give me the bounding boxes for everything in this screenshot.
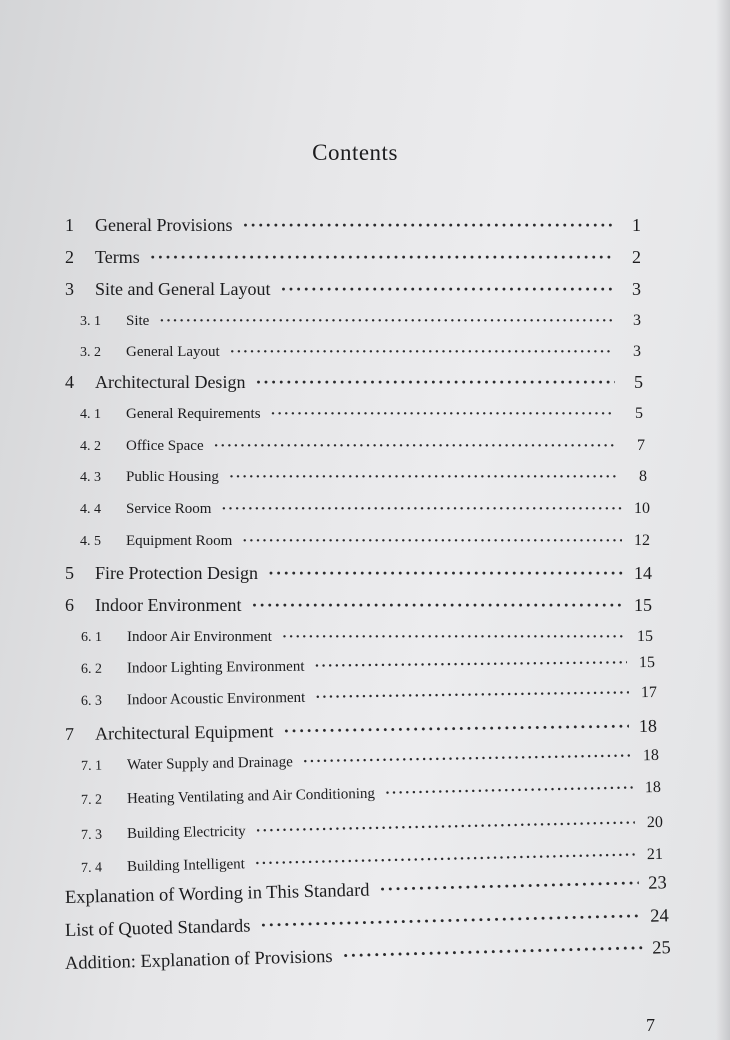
toc-entry-page: 17	[640, 683, 658, 702]
toc-entry-7-1	[81, 747, 659, 775]
toc-entry-7-2	[81, 779, 661, 809]
toc-entry-number: 4. 2	[80, 439, 101, 454]
toc-entry-number: 3	[65, 279, 74, 299]
toc-entry-number: 7. 2	[80, 792, 103, 808]
page-edge-shadow	[716, 0, 730, 1040]
toc-entry-page: 18	[638, 715, 658, 736]
toc-entry-page: 12	[634, 532, 650, 549]
toc-entry-label: Fire Protection Design	[95, 563, 258, 583]
leader-dots	[159, 313, 613, 330]
leader-dots	[242, 215, 613, 236]
toc-entry-number: 4. 3	[80, 470, 101, 485]
toc-entry-page: 5	[634, 372, 643, 392]
toc-entry-page: 20	[646, 813, 664, 832]
toc-entry-6-1	[81, 628, 653, 646]
toc-entry-4-4	[80, 500, 650, 518]
toc-entry-label: General Layout	[126, 344, 220, 360]
toc-entry-number: 4. 4	[80, 502, 101, 517]
toc-entry-number: 7. 3	[80, 827, 103, 843]
toc-entry-label: Equipment Room	[126, 533, 233, 549]
toc-entry-4-1	[80, 405, 643, 423]
toc-entry-number: 7. 1	[80, 758, 103, 774]
toc-entry-page: 14	[634, 563, 652, 583]
toc-entry-4	[65, 372, 643, 393]
toc-entry-explanation-of-wording	[65, 873, 667, 909]
toc-entry-4-2	[80, 437, 645, 455]
toc-entry-number: 7. 4	[80, 860, 103, 876]
page-number: 7	[646, 1015, 655, 1035]
toc-entry-label: Office Space	[126, 438, 204, 454]
toc-entry-page: 15	[638, 653, 656, 672]
toc-entry-label: Explanation of Wording in This Standard	[64, 880, 370, 908]
toc-entry-label: Service Room	[126, 501, 212, 517]
toc-entry-1	[65, 215, 641, 236]
toc-entry-number: 4. 1	[80, 407, 101, 422]
toc-entry-label: Water Supply and Drainage	[126, 754, 293, 774]
toc-entry-label: General Provisions	[95, 215, 233, 235]
toc-entry-number: 3. 1	[80, 314, 101, 329]
toc-entry-page: 10	[634, 500, 650, 517]
toc-entry-number: 6. 3	[80, 693, 103, 709]
toc-entry-number: 6	[65, 595, 74, 615]
toc-entry-number: 1	[65, 215, 74, 235]
toc-entry-label: Heating Ventilating and Air Conditioning	[126, 785, 376, 808]
toc-entry-number: 4. 5	[80, 534, 101, 549]
leader-dots	[314, 655, 627, 675]
toc-entry-label: Addition: Explanation of Provisions	[64, 946, 333, 974]
toc-entry-explanation-of-provisions	[65, 938, 671, 975]
toc-entry-page: 2	[632, 247, 641, 267]
toc-entry-page: 8	[639, 468, 647, 485]
leader-dots	[221, 501, 622, 518]
toc-entry-page: 18	[642, 746, 660, 765]
toc-entry-label: Indoor Lighting Environment	[126, 658, 305, 677]
toc-entry-page: 3	[633, 343, 641, 360]
leader-dots	[242, 533, 622, 550]
toc-entry-page: 1	[632, 215, 641, 235]
toc-entry-page: 18	[644, 778, 662, 797]
leader-dots	[251, 595, 624, 616]
toc-entry-label: Architectural Design	[95, 372, 246, 392]
toc-entry-7-3	[81, 814, 663, 844]
leader-dots	[385, 780, 633, 802]
toc-entry-label: Architectural Equipment	[94, 721, 274, 744]
toc-entry-number: 4	[65, 372, 74, 392]
toc-entry-6-3	[81, 684, 657, 710]
toc-entry-number: 3. 2	[80, 345, 101, 360]
toc-entry-label: Indoor Acoustic Environment	[126, 689, 306, 709]
leader-dots	[229, 469, 619, 486]
leader-dots	[150, 247, 613, 268]
leader-dots	[379, 874, 639, 901]
toc-entry-number: 5	[65, 563, 74, 583]
toc-entry-3-2	[80, 343, 641, 361]
leader-dots	[342, 939, 643, 968]
leader-dots	[303, 748, 631, 771]
leader-dots	[255, 847, 635, 873]
leader-dots	[268, 563, 624, 584]
toc-entry-page: 24	[650, 906, 670, 927]
toc-entry-label: Indoor Environment	[95, 595, 242, 615]
toc-entry-label: List of Quoted Standards	[64, 916, 251, 941]
toc-entry-4-3	[80, 468, 647, 486]
toc-entry-label: Site	[126, 313, 150, 329]
toc-entry-2	[65, 247, 641, 268]
leader-dots	[282, 629, 625, 646]
toc-entry-number: 6. 1	[81, 630, 102, 645]
leader-dots	[271, 406, 615, 423]
toc-entry-5	[65, 563, 652, 584]
toc-entry-number: 7	[64, 723, 75, 744]
toc-entry-6-2	[81, 654, 655, 678]
toc-entry-label: Public Housing	[126, 469, 219, 485]
leader-dots	[230, 344, 613, 361]
toc-entry-4-5	[80, 532, 650, 550]
toc-entry-number: 2	[65, 247, 74, 267]
toc-entry-label: Building Intelligent	[126, 856, 246, 875]
toc-entry-label: Building Electricity	[126, 823, 246, 843]
toc-entry-page: 7	[637, 437, 645, 454]
toc-entry-page: 3	[633, 312, 641, 329]
toc-entry-page: 5	[635, 405, 643, 422]
leader-dots	[315, 685, 629, 706]
toc-entry-page: 3	[632, 279, 641, 299]
leader-dots	[260, 907, 641, 937]
toc-entry-number: 6. 2	[80, 661, 103, 677]
toc-entry-7-4	[81, 846, 663, 877]
toc-entry-page: 23	[648, 873, 668, 894]
leader-dots	[255, 372, 615, 393]
toc-entry-6	[65, 595, 652, 616]
toc-entry-label: General Requirements	[126, 406, 261, 422]
toc-entry-page: 21	[646, 845, 664, 864]
leader-dots	[256, 815, 636, 840]
toc-entry-page: 25	[652, 938, 672, 959]
toc-entry-label: Site and General Layout	[95, 279, 271, 299]
toc-entry-3-1	[80, 312, 641, 330]
leader-dots	[280, 279, 613, 300]
toc-entry-page: 15	[637, 628, 653, 645]
toc-entry-quoted-standards	[65, 906, 669, 942]
leader-dots	[214, 438, 617, 455]
toc-entry-7	[65, 716, 657, 745]
toc-entry-page: 15	[634, 595, 652, 615]
toc-entry-label: Terms	[95, 247, 140, 267]
leader-dots	[283, 716, 629, 742]
toc-entry-label: Indoor Air Environment	[127, 629, 272, 645]
toc-entry-3	[65, 279, 641, 300]
page-title: Contents	[312, 140, 398, 165]
